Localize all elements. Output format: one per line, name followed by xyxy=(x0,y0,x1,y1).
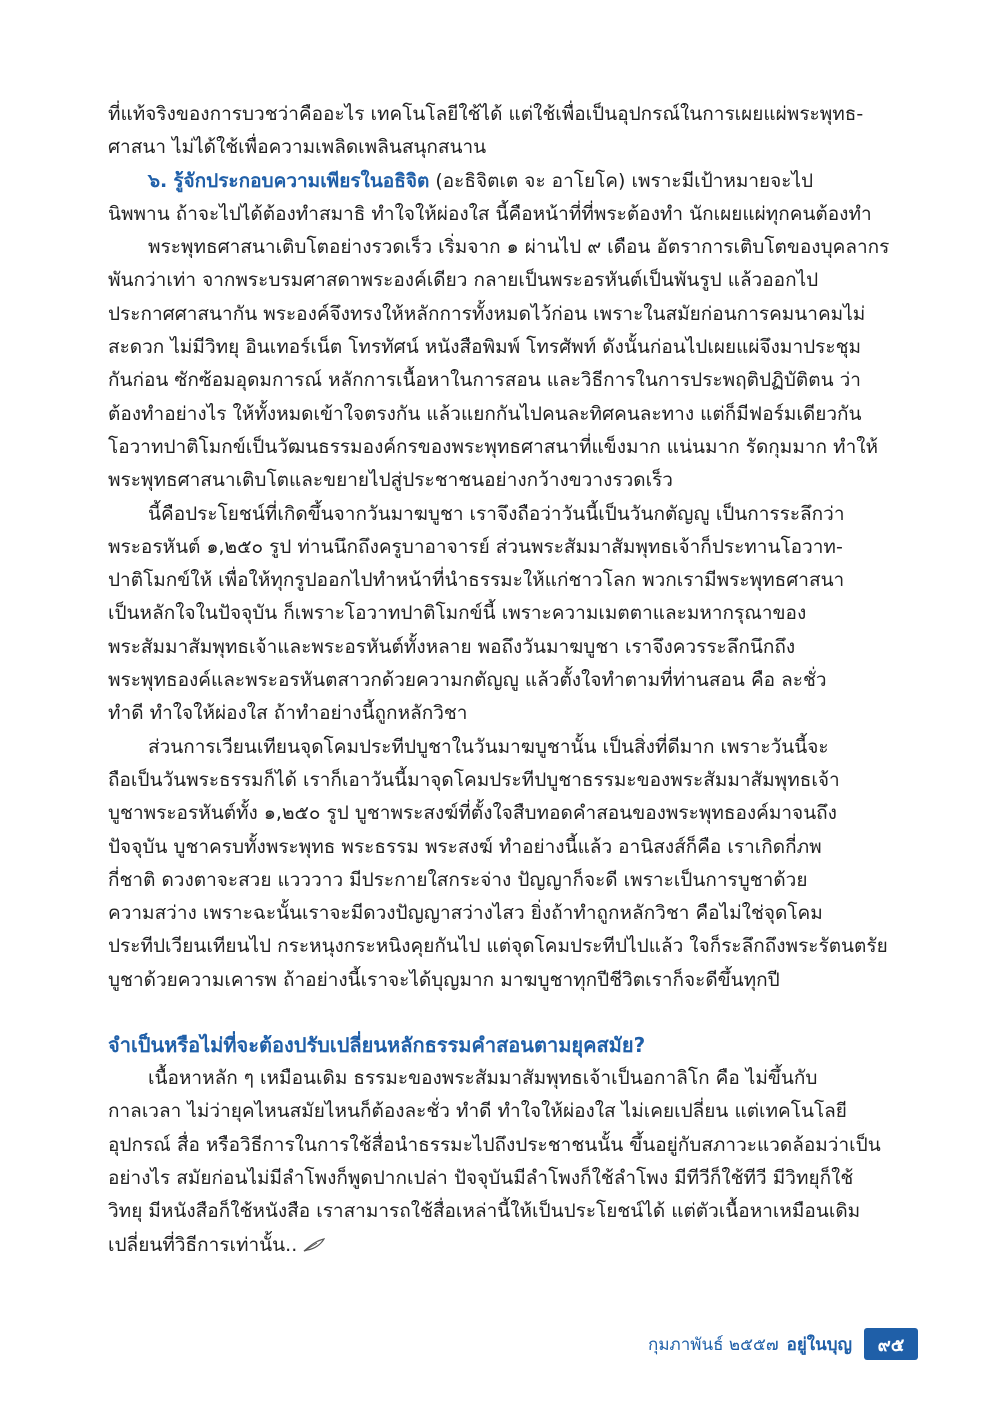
text-line: พระพุทธศาสนาเติบโตอย่างรวดเร็ว เริ่มจาก ๑ ผ่านไป ๙ เดือน อัตราการเติบโตของบุคลากร xyxy=(148,236,890,259)
text-line: อย่างไร สมัยก่อนไม่มีลำโพงก็พูดปากเปล่า ปัจจุบันมีลำโพงก็ใช้ลำโพง มีทีวีก็ใช้ทีวี มีวิทยุก็ใช้ xyxy=(108,1166,854,1189)
point-6-number: ๖. xyxy=(148,169,168,192)
article-body xyxy=(108,98,918,1262)
section-spacer xyxy=(108,997,918,1029)
paragraph-growth xyxy=(108,231,918,497)
text-line: ต้องทำอย่างไร ให้ทั้งหมดเข้าใจตรงกัน แล้วแยกกันไปคนละทิศคนละทาง แต่ก็มีฟอร์มเดียวกัน xyxy=(108,402,862,425)
issue-date: กุมภาพันธ์ ๒๕๕๗ xyxy=(648,1334,779,1355)
text-line: นี้คือประโยชน์ที่เกิดขึ้นจากวันมาฆบูชา เราจึงถือว่าวันนี้เป็นวันกตัญญู เป็นการระลึกว่า xyxy=(148,502,845,525)
text-line: เนื้อหาหลัก ๆ เหมือนเดิม ธรรมะของพระสัมมาสัมพุทธเจ้าเป็นอกาลิโก คือ ไม่ขึ้นกับ xyxy=(148,1067,818,1090)
text-line: ส่วนการเวียนเทียนจุดโคมประทีปบูชาในวันมาฆบูชานั้น เป็นสิ่งที่ดีมาก เพราะวันนี้จะ xyxy=(148,735,829,758)
paragraph-candle-procession xyxy=(108,731,918,997)
text-line: พระพุทธศาสนาเติบโตและขยายไปสู่ประชาชนอย่างกว้างขวางรวดเร็ว xyxy=(108,469,673,492)
text-line: เป็นหลักใจในปัจจุบัน ก็เพราะโอวาทปาติโมกข์นี้ เพราะความเมตตาและมหากรุณาของ xyxy=(108,602,807,625)
magazine-name: อยู่ในบุญ xyxy=(786,1334,852,1355)
section-heading: จำเป็นหรือไม่ที่จะต้องปรับเปลี่ยนหลักธรรมคำสอนตามยุคสมัย? xyxy=(108,1033,646,1058)
text-line: ที่แท้จริงของการบวชว่าคืออะไร เทคโนโลยีใช้ได้ แต่ใช้เพื่อเป็นอุปกรณ์ในการเผยแผ่พระพุทธ- xyxy=(108,103,864,125)
text-line: พระอรหันต์ ๑,๒๕๐ รูป ท่านนึกถึงครูบาอาจารย์ ส่วนพระสัมมาสัมพุทธเจ้าก็ประทานโอวาท- xyxy=(108,535,843,558)
point-6-paragraph xyxy=(108,165,918,232)
text-line: กี่ชาติ ดวงตาจะสวย แวววาว มีประกายใสกระจ่าง ปัญญาก็จะดี เพราะเป็นการบูชาด้วย xyxy=(108,868,808,891)
text-line: เปลี่ยนที่วิธีการเท่านั้น.. xyxy=(108,1233,298,1256)
paragraph-adaptation xyxy=(108,1062,918,1262)
text-line: บูชาพระอรหันต์ทั้ง ๑,๒๕๐ รูป บูชาพระสงฆ์ที่ตั้งใจสืบทอดคำสอนของพระพุทธองค์มาจนถึง xyxy=(108,802,837,825)
text-line: ปาติโมกข์ให้ เพื่อให้ทุกรูปออกไปทำหน้าที่นำธรรมะให้แก่ชาวโลก พวกเรามีพระพุทธศาสนา xyxy=(108,569,845,592)
text-line: ทำดี ทำใจให้ผ่องใส ถ้าทำอย่างนี้ถูกหลักวิชา xyxy=(108,702,468,725)
text-line: ถือเป็นวันพระธรรมก็ได้ เราก็เอาวันนี้มาจุดโคมประทีปบูชาธรรมะของพระสัมมาสัมพุทธเจ้า xyxy=(108,768,840,791)
paragraph-benefit xyxy=(108,498,918,731)
last-text-line xyxy=(108,1229,918,1262)
text-line: วิทยุ มีหนังสือก็ใช้หนังสือ เราสามารถใช้สื่อเหล่านี้ให้เป็นประโยชน์ได้ แต่ตัวเนื้อหาเหมือนเดิม xyxy=(108,1200,861,1223)
point-6-first-line xyxy=(108,165,918,198)
feather-icon xyxy=(303,1238,325,1252)
text-line: ประทีปเวียนเทียนไป กระหนุงกระหนิงคุยกันไป แต่จุดโคมประทีปไปแล้ว ใจก็ระลึกถึงพระรัตนตรัย xyxy=(108,935,888,958)
point-6-title: รู้จักประกอบความเพียรในอธิจิต xyxy=(173,169,430,192)
text-line: ปัจจุบัน บูชาครบทั้งพระพุทธ พระธรรม พระสงฆ์ ทำอย่างนี้แล้ว อานิสงส์ก็คือ เราเกิดกี่ภพ xyxy=(108,835,822,858)
text-line: สะดวก ไม่มีวิทยุ อินเทอร์เน็ต โทรทัศน์ หนังสือพิมพ์ โทรศัพท์ ดังนั้นก่อนไปเผยแผ่จึงมาประชุม xyxy=(108,336,862,359)
text-line: บูชาด้วยความเคารพ ถ้าอย่างนี้เราจะได้บุญมาก มาฆบูชาทุกปีชีวิตเราก็จะดีขึ้นทุกปี xyxy=(108,968,780,991)
text-line: ความสว่าง เพราะฉะนั้นเราจะมีดวงปัญญาสว่างไสว ยิ่งถ้าทำถูกหลักวิชา คือไม่ใช่จุดโคม xyxy=(108,902,823,925)
intro-paragraph xyxy=(108,98,918,165)
text-line: นิพพาน ถ้าจะไปได้ต้องทำสมาธิ ทำใจให้ผ่องใส นี้คือหน้าที่ที่พระต้องทำ นักเผยแผ่ทุกคนต้องทำ xyxy=(108,202,872,225)
text-line: กันก่อน ซักซ้อมอุดมการณ์ หลักการเนื้อหาในการสอน และวิธีการในการประพฤติปฏิบัติตน ว่า xyxy=(108,369,861,392)
text-line: พระสัมมาสัมพุทธเจ้าและพระอรหันต์ทั้งหลาย พอถึงวันมาฆบูชา เราจึงควรระลึกนึกถึง xyxy=(108,635,796,658)
text-line: กาลเวลา ไม่ว่ายุคไหนสมัยไหนก็ต้องละชั่ว ทำดี ทำใจให้ผ่องใส ไม่เคยเปลี่ยน แต่เทคโนโลยี xyxy=(108,1100,847,1123)
page-number: ๙๕ xyxy=(864,1328,918,1360)
text-line: ศาสนา ไม่ได้ใช้เพื่อความเพลิดเพลินสนุกสนาน xyxy=(108,136,487,159)
text-line: โอวาทปาติโมกข์เป็นวัฒนธรรมองค์กรของพระพุทธศาสนาที่แข็งมาก แน่นมาก รัดกุมมาก ทำให้ xyxy=(108,435,879,458)
text-line: อุปกรณ์ สื่อ หรือวิธีการในการใช้สื่อนำธรรมะไปถึงประชาชนนั้น ขึ้นอยู่กับสภาวะแวดล้อมว่าเป็น xyxy=(108,1133,881,1156)
page-footer xyxy=(648,1326,918,1362)
text-line: พระพุทธองค์และพระอรหันตสาวกด้วยความกตัญญู แล้วตั้งใจทำตามที่ท่านสอน คือ ละชั่ว xyxy=(108,669,827,692)
text-line: ประกาศศาสนากัน พระองค์จึงทรงให้หลักการทั้งหมดไว้ก่อน เพราะในสมัยก่อนการคมนาคมไม่ xyxy=(108,302,866,325)
point-6-text: (อะธิจิตเต จะ อาโยโค) เพราะมีเป้าหมายจะไป xyxy=(429,169,814,192)
text-line: พันกว่าเท่า จากพระบรมศาสดาพระองค์เดียว กลายเป็นพระอรหันต์เป็นพันรูป แล้วออกไป xyxy=(108,269,819,292)
